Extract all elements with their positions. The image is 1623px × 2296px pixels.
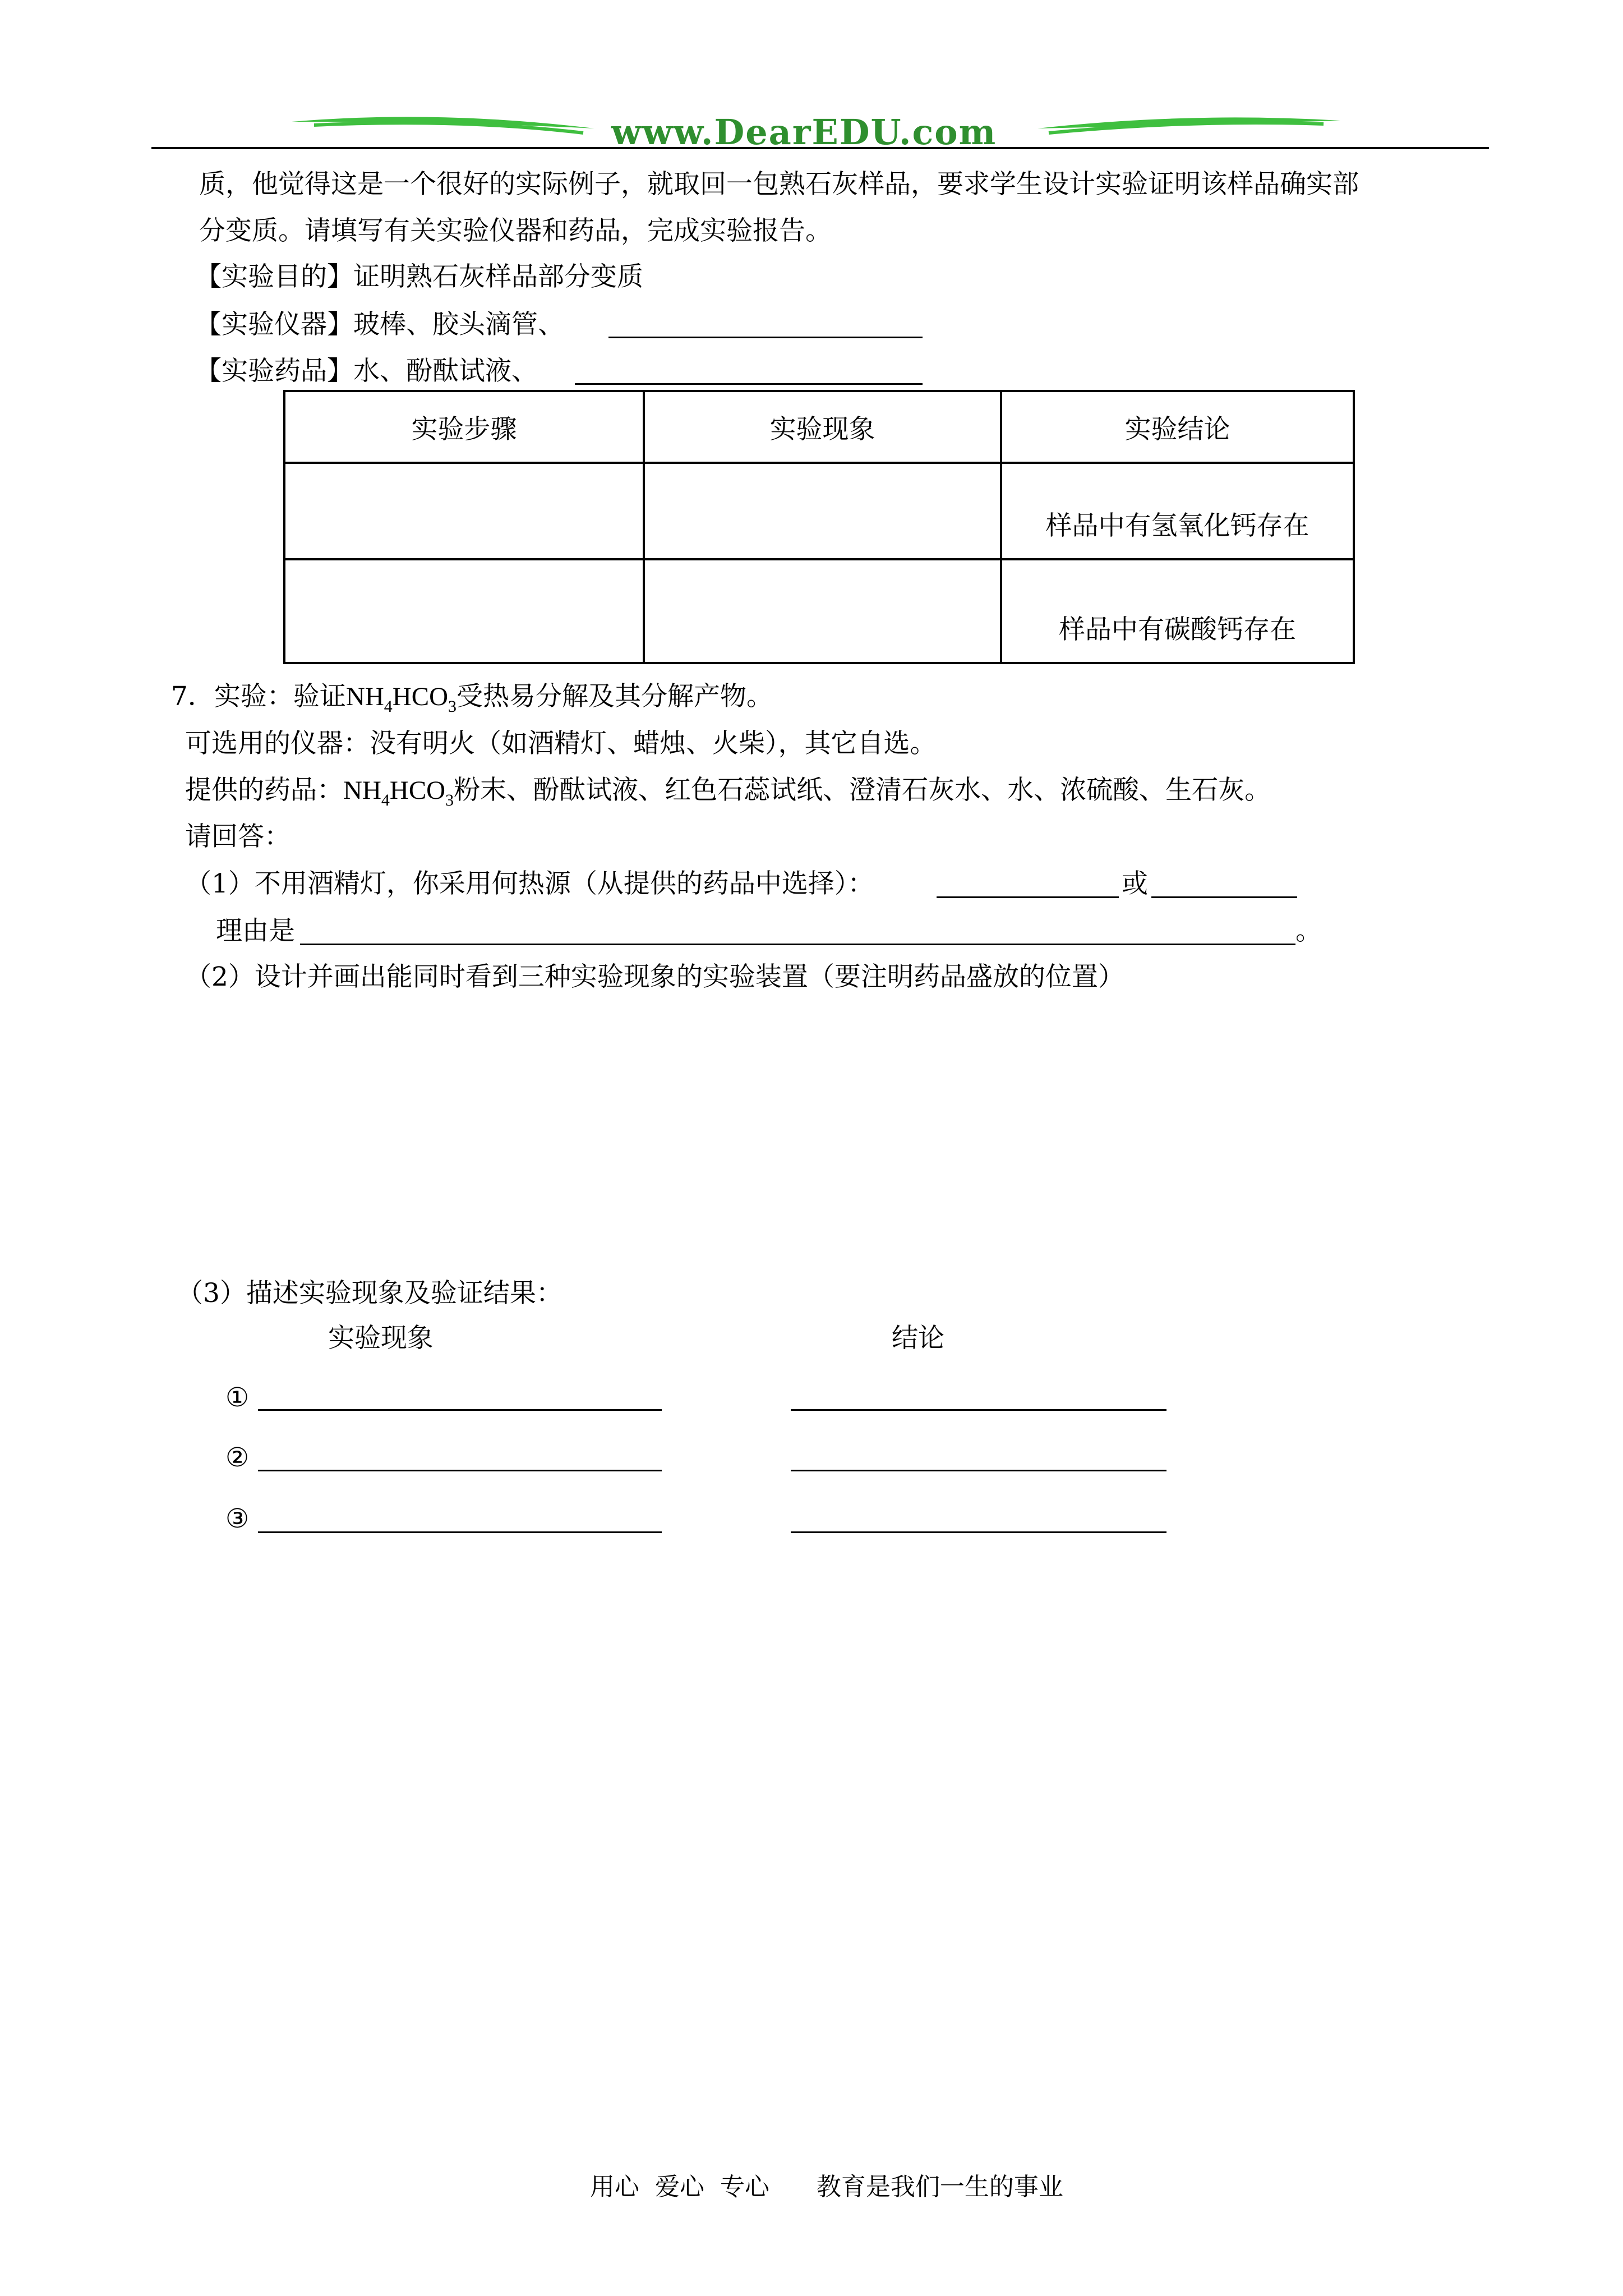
purpose-text: 证明熟石灰样品部分变质 [353,261,643,292]
q7-reagents: 提供的药品：$NH_4HCO_3$粉末、酚酞试液、红色石蕊试纸、澄清石灰水、水、浓硫酸、生石灰。 [185,775,1271,809]
header-phenomenon: 实验现象 [644,391,1001,463]
reagents-blank[interactable] [575,383,923,385]
report-table [283,390,1355,664]
marker-1: ① [225,1382,250,1413]
q7-part1-reason: 理由是 [216,915,295,946]
q7-part2: （2）设计并画出能同时看到三种实验现象的实验装置（要注明药品盛放的位置） [185,961,1124,992]
heat-source-blank-2[interactable] [1151,896,1297,898]
instruments-text: 玻棒、胶头滴管、 [353,309,564,340]
apparatus-drawing-area[interactable] [185,1004,1475,1257]
row1-phenomenon-cell[interactable] [644,463,1001,559]
instruments-line [195,311,564,338]
col-conclusion-heading: 结论 [892,1323,944,1354]
table-row [284,559,1354,663]
table-row [284,463,1354,559]
row2-conclusion-cell: 样品中有碳酸钙存在 [1001,559,1354,663]
intro-line-2: 分变质。请填写有关实验仪器和药品，完成实验报告。 [199,215,832,246]
phenomenon-blank-2[interactable] [258,1470,662,1471]
purpose-line [195,261,643,292]
header-steps: 实验步骤 [284,391,644,463]
col-phenomenon-heading: 实验现象 [328,1323,434,1354]
instruments-blank[interactable] [608,337,923,338]
reagents-text: 水、酚酞试液、 [353,356,538,386]
logo-text: www.DearEDU.com [611,112,997,153]
intro-line-1: 质，他觉得这是一个很好的实际例子，就取回一包熟石灰样品，要求学生设计实验证明该样品确实部 [199,169,1359,200]
reason-blank[interactable] [300,944,1295,945]
q7-part1-or: 或 [1122,868,1148,899]
conclusion-blank-3[interactable] [791,1531,1166,1533]
q7-instruments: 可选用的仪器：没有明火（如酒精灯、蜡烛、火柴），其它自选。 [185,728,937,759]
row2-steps-cell[interactable] [284,559,644,663]
q7-ask: 请回答： [185,821,291,852]
header-logo [292,109,1340,151]
phenomenon-blank-3[interactable] [258,1531,662,1533]
conclusion-blank-2[interactable] [791,1470,1166,1471]
row1-conclusion-cell: 样品中有氢氧化钙存在 [1001,463,1354,559]
q7-part1-end: 。 [1295,915,1322,946]
conclusion-blank-1[interactable] [791,1409,1166,1411]
footer-slogan: 用心 爱心 专心 教育是我们一生的事业 [590,2173,1063,2201]
formula-nh4hco3: $NH_4HCO_3$ [345,682,457,716]
header-conclusion: 实验结论 [1001,391,1354,463]
heat-source-blank-1[interactable] [937,896,1119,898]
reagents-line [195,358,538,384]
header-rule [151,147,1489,149]
reagents-label: 【实验药品】 [195,356,353,386]
phenomenon-blank-1[interactable] [258,1409,662,1411]
row1-steps-cell[interactable] [284,463,644,559]
q7-part3: （3）描述实验现象及验证结果： [177,1278,562,1309]
table-header-row [284,391,1354,463]
purpose-label: 【实验目的】 [195,261,353,292]
marker-3: ③ [225,1503,250,1534]
row2-phenomenon-cell[interactable] [644,559,1001,663]
marker-2: ② [225,1442,250,1473]
instruments-label: 【实验仪器】 [195,309,353,340]
q7-part1: （1）不用酒精灯，你采用何热源（从提供的药品中选择）： [185,868,874,899]
q7-title: 7．实验：验证$NH_4HCO_3$受热易分解及其分解产物。 [171,681,773,716]
